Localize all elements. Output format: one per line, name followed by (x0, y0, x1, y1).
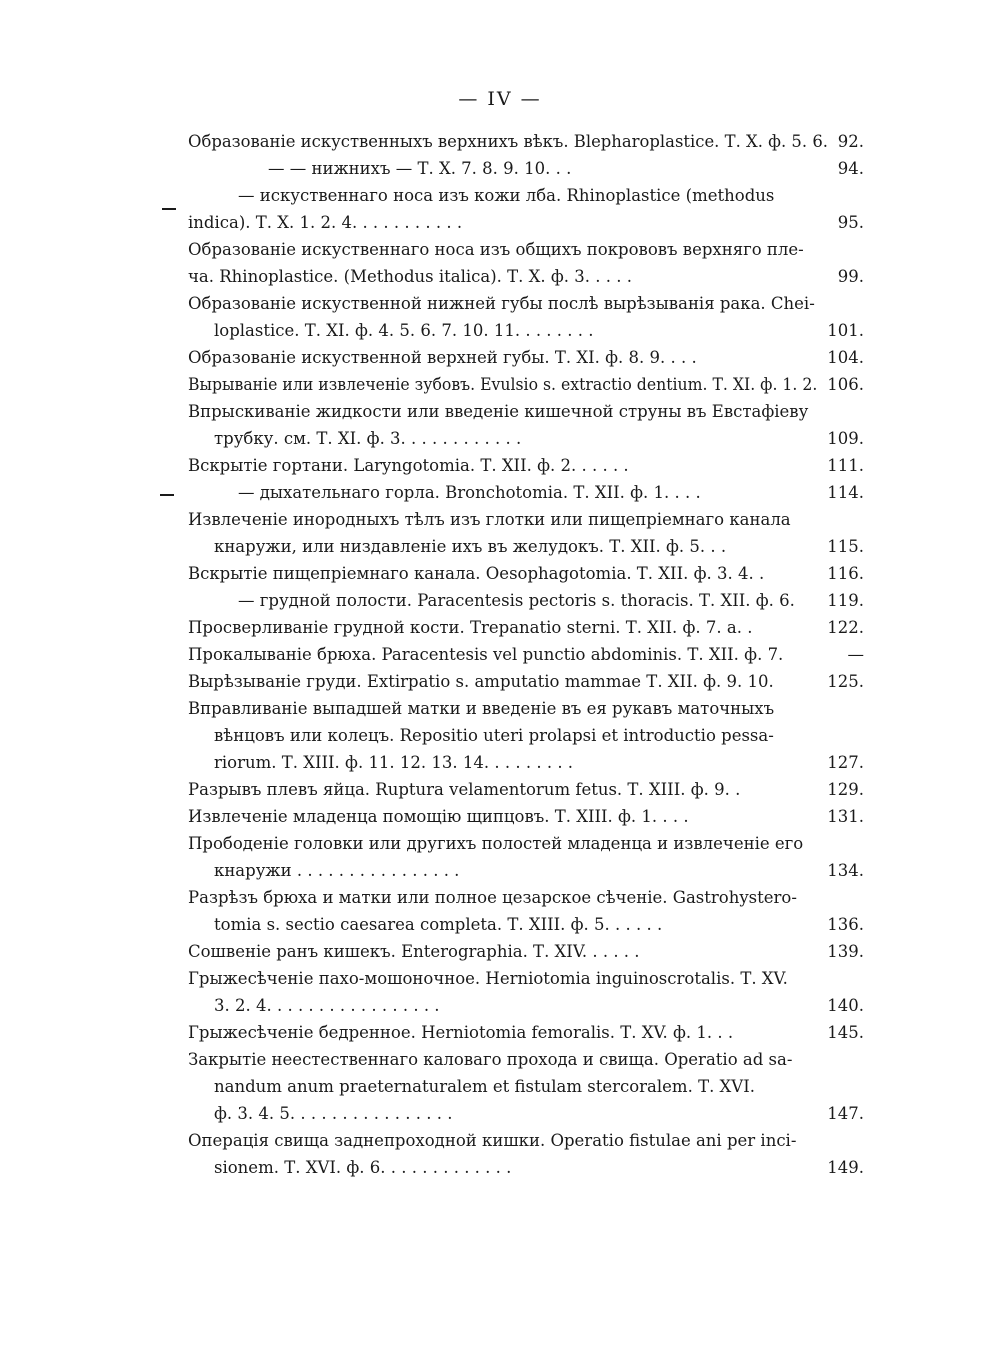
toc-entry (188, 236, 864, 263)
toc-entry (214, 533, 864, 560)
toc-entry-page: 101. (827, 321, 864, 340)
toc-entry-text: Прокалываніе брюха. Paracentesis vel punctio abdominis. Т. XII. ф. 7. (188, 645, 784, 664)
toc-entry-text: кнаружи, или низдавленіе ихъ въ желудокъ. Т. XII. ф. 5. . . (214, 537, 727, 556)
toc-entry-page: 109. (827, 429, 864, 448)
toc-entry (188, 1046, 864, 1073)
toc-entry-text: Разрывъ плевъ яйца. Ruptura velamentorum fetus. Т. XIII. ф. 9. . (188, 780, 741, 799)
page-number-header: — IV — (458, 88, 542, 110)
toc-entry (214, 425, 864, 452)
toc-entry-text: Грыжесѣченіе бедренное. Herniotomia femoralis. Т. XV. ф. 1. . . (188, 1023, 734, 1042)
toc-entry-page: 99. (837, 267, 864, 286)
toc-entry-page: 116. (827, 564, 864, 583)
toc-entry (238, 182, 864, 209)
toc-entry (188, 452, 864, 479)
toc-entry (214, 749, 864, 776)
toc-entry (188, 371, 864, 398)
toc-entry (268, 155, 864, 182)
toc-entry-page: 114. (827, 483, 864, 502)
toc-entry-page: 131. (827, 807, 864, 826)
toc-entry-page: 140. (827, 996, 864, 1015)
toc-entry-page: 122. (827, 618, 864, 637)
toc-entry-text: кнаружи . . . . . . . . . . . . . . . . (214, 861, 460, 880)
toc-entry-page: 106. (827, 375, 864, 394)
margin-dash-mark (160, 494, 174, 496)
toc-entry-text: — — нижнихъ — Т. X. 7. 8. 9. 10. . . (268, 159, 572, 178)
toc-entry-page: 139. (827, 942, 864, 961)
toc-entry (188, 560, 864, 587)
toc-entry (188, 614, 864, 641)
toc-entry (238, 587, 864, 614)
toc-entry-text: Закрытіе неестественнаго каловаго прохода и свища. Operatio ad sa- (188, 1050, 793, 1069)
toc-entry (214, 722, 864, 749)
toc-entry-page: 127. (827, 753, 864, 772)
toc-entry (188, 209, 864, 236)
toc-entry-text: Образованіе искуственной нижней губы послѣ вырѣзыванія рака. Chei- (188, 294, 815, 313)
toc-entry-page: 92. (837, 132, 864, 151)
toc-entry-page: — (847, 645, 864, 664)
toc-entry-text: — дыхательнаго горла. Bronchotomia. Т. XII. ф. 1. . . . (238, 483, 701, 502)
toc-entry-page: 145. (827, 1023, 864, 1042)
toc-entry (188, 938, 864, 965)
toc-entry-text: Вскрытіе пищепріемнаго канала. Oesophagotomia. Т. XII. ф. 3. 4. . (188, 564, 765, 583)
margin-dash-mark (162, 208, 176, 210)
toc-entry-text: Извлеченіе младенца помощію щипцовъ. Т. XIII. ф. 1. . . . (188, 807, 689, 826)
toc-entry-page: 95. (837, 213, 864, 232)
toc-entry-text: indica). Т. X. 1. 2. 4. . . . . . . . . . . (188, 213, 463, 232)
toc-entry (188, 965, 864, 992)
toc-entry-text: Операція свища заднепроходной кишки. Operatio fistulae ani per inci- (188, 1131, 797, 1150)
toc-entry (214, 992, 864, 1019)
toc-entry-page: 104. (827, 348, 864, 367)
toc-entry-text: Впрыскиваніе жидкости или введеніе кишечной струны въ Евстафіеву (188, 402, 809, 421)
toc-entry-page: 111. (827, 456, 864, 475)
toc-entry (238, 479, 864, 506)
toc-entry-page: 129. (827, 780, 864, 799)
toc-entry (214, 1100, 864, 1127)
toc-entry-page: 136. (827, 915, 864, 934)
toc-entry-text: 3. 2. 4. . . . . . . . . . . . . . . . . (214, 996, 440, 1015)
toc-entry-text: sionem. Т. XVI. ф. 6. . . . . . . . . . . . . (214, 1158, 512, 1177)
toc-entry (188, 506, 864, 533)
toc-entry (214, 317, 864, 344)
toc-entry-page: 125. (827, 672, 864, 691)
toc-entry-text: — искуственнаго носа изъ кожи лба. Rhinoplastice (methodus (238, 186, 775, 205)
toc-entry (188, 668, 864, 695)
toc-entry-text: Вправливаніе выпадшей матки и введеніе въ ея рукавъ маточныхъ (188, 699, 775, 718)
toc-entry-text: Разрѣзъ брюха и матки или полное цезарское сѣченіе. Gastrohystero- (188, 888, 797, 907)
toc-entry (188, 884, 864, 911)
toc-entry (188, 803, 864, 830)
toc-entry-text: Извлеченіе инородныхъ тѣлъ изъ глотки или пищепріемнаго канала (188, 510, 791, 529)
toc-entry (188, 398, 864, 425)
toc-entry-text: вѣнцовъ или колецъ. Repositio uteri prolapsi et introductio pessa- (214, 726, 774, 745)
toc-entry (214, 857, 864, 884)
toc-entry-text: Грыжесѣченіе пахо-мошоночное. Herniotomia inguinoscrotalis. Т. XV. (188, 969, 788, 988)
toc-entry (214, 1154, 864, 1181)
toc-entry-text: Прободеніе головки или другихъ полостей младенца и извлеченіе его (188, 834, 804, 853)
toc-entry-text: ча. Rhinoplastice. (Methodus italica). Т. X. ф. 3. . . . . (188, 267, 633, 286)
toc-entry-text: ф. 3. 4. 5. . . . . . . . . . . . . . . . (214, 1104, 453, 1123)
toc-entry-text: Образованіе искуственныхъ верхнихъ вѣкъ. Blepharoplastice. Т. X. ф. 5. 6. (188, 132, 828, 151)
toc-entry-text: Сошвеніе ранъ кишекъ. Enterographia. Т. XIV. . . . . . (188, 942, 640, 961)
toc-entry-page: 119. (827, 591, 864, 610)
toc-entry (188, 695, 864, 722)
toc-entry-text: Вырываніе или извлеченіе зубовъ. Evulsio s. extractio dentium. Т. XI. ф. 1. 2. (188, 375, 818, 394)
toc-entry (188, 1019, 864, 1046)
toc-entry (188, 1127, 864, 1154)
toc-entry-text: — грудной полости. Paracentesis pectoris s. thoracis. Т. XII. ф. 6. (238, 591, 795, 610)
toc-entry-text: riorum. Т. XIII. ф. 11. 12. 13. 14. . . . . . . . . (214, 753, 574, 772)
toc-entry (188, 344, 864, 371)
toc-entry (188, 263, 864, 290)
toc-entry-text: nandum anum praeternaturalem et fistulam stercoralem. Т. XVI. (214, 1077, 755, 1096)
toc-entry-text: Образованіе искуственной верхней губы. Т. XI. ф. 8. 9. . . . (188, 348, 697, 367)
toc-entry-text: tomia s. sectio caesarea completa. Т. XIII. ф. 5. . . . . . (214, 915, 663, 934)
toc-entry (214, 1073, 864, 1100)
toc-entry-text: loplastice. Т. XI. ф. 4. 5. 6. 7. 10. 11. . . . . . . . (214, 321, 594, 340)
toc-entry (188, 776, 864, 803)
toc-entry (188, 641, 864, 668)
toc-entry-text: Образованіе искуственнаго носа изъ общихъ покрововъ верхняго пле- (188, 240, 804, 259)
toc-entry (188, 830, 864, 857)
toc-entry-text: трубку. см. Т. XI. ф. 3. . . . . . . . . . . . (214, 429, 522, 448)
toc-entry-page: 115. (827, 537, 864, 556)
toc-entry-text: Вырѣзываніе груди. Extirpatio s. amputatio mammae Т. XII. ф. 9. 10. (188, 672, 774, 691)
toc-entry (214, 911, 864, 938)
toc-entry-text: Просверливаніе грудной кости. Trepanatio sterni. Т. XII. ф. 7. а. . (188, 618, 753, 637)
toc-entry-page: 147. (827, 1104, 864, 1123)
toc-entry-page: 134. (827, 861, 864, 880)
toc-entry (188, 290, 864, 317)
toc-entry-page: 149. (827, 1158, 864, 1177)
toc-entry-page: 94. (837, 159, 864, 178)
toc-entry-text: Вскрытіе гортани. Laryngotomia. Т. XII. ф. 2. . . . . . (188, 456, 629, 475)
toc-entry (188, 128, 864, 155)
